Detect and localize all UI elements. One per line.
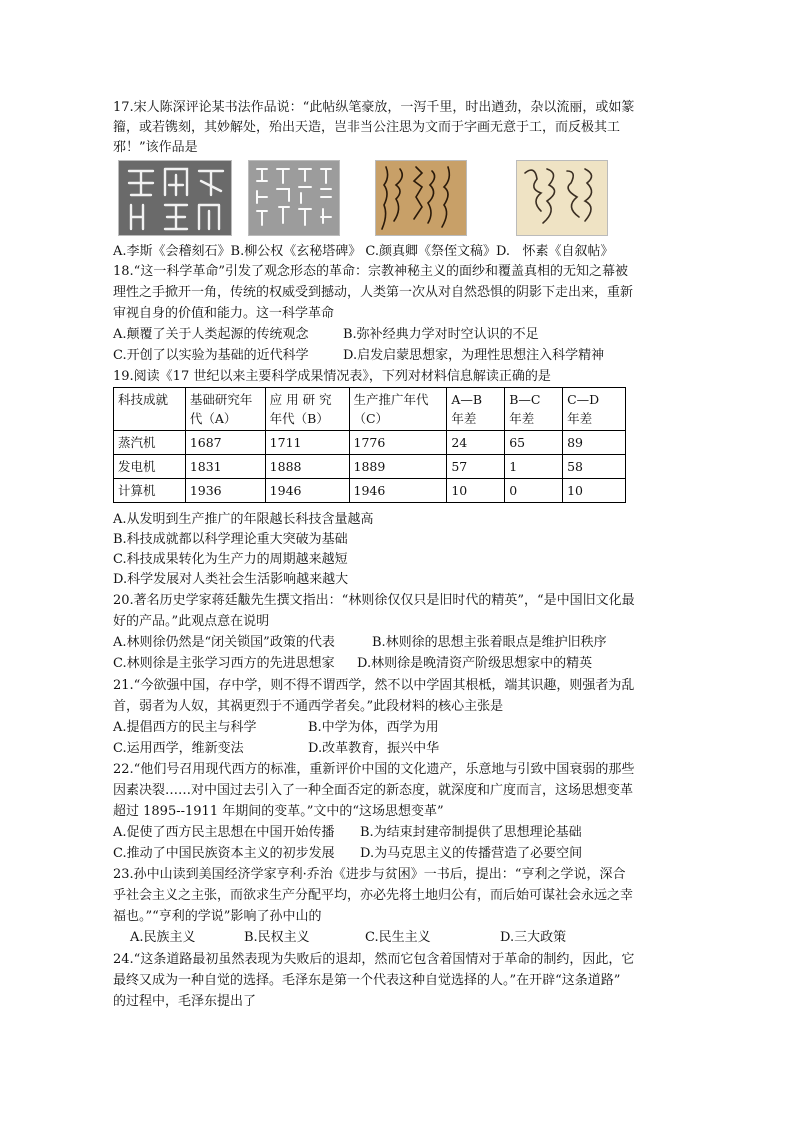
q23-option-d: D.三大政策 [500, 930, 567, 945]
q19-option-c: C.科技成果转化为生产力的周期越来越短 [113, 552, 348, 567]
q20-line1: 20.著名历史学家蒋廷黻先生撰文指出：“林则徐仅仅只是旧时代的精英”，“是中国旧文化最 [113, 593, 635, 608]
q23-line3: 福也。”“亨利的学说”影响了孙中山的 [113, 909, 322, 924]
q20-line2: 好的产品。”此观点意在说明 [113, 614, 270, 629]
q22-option-c: C.推动了中国民族资本主义的初步发展 [113, 846, 335, 861]
header-cell: 科技成就 [114, 388, 186, 431]
q18-option-b: B.弥补经典力学对时空认识的不足 [343, 327, 539, 342]
header-cell: 生产推广年代 （C） [349, 388, 447, 431]
table-cell: 1687 [185, 431, 265, 455]
table-cell: 蒸汽机 [114, 431, 186, 455]
table-cell: 58 [563, 455, 626, 479]
q18-line3: 审视自身的价值和能力。这一科学革命 [113, 306, 335, 321]
q20-option-b: B.林则徐的思想主张着眼点是维护旧秩序 [372, 635, 607, 650]
q18-line1: 18.“这一科学革命”引发了观念形态的革命：宗教神秘主义的面纱和覆盖真相的无知之幕被 [113, 264, 628, 279]
header-cell: C—D 年差 [563, 388, 626, 431]
table-cell: 10 [563, 479, 626, 503]
header-cell: A—B 年差 [447, 388, 505, 431]
table-header-row [114, 388, 626, 431]
q22-line2: 因素决裂……对中国过去引入了一种全面否定的新态度，就深度和广度而言，这场思想变革 [113, 783, 634, 798]
q21-option-c: C.运用西学，维新变法 [113, 741, 244, 756]
q18-option-c: C.开创了以实验为基础的近代科学 [113, 348, 309, 363]
q23-option-b: B.民权主义 [244, 930, 310, 945]
q21-option-b: B.中学为体，西学为用 [308, 720, 439, 735]
table-cell: 1889 [349, 455, 447, 479]
q23-line2: 乎社会主义之主张，而欲求生产分配平均，亦必先将土地归公有，而后始可谋社会永远之幸 [113, 888, 634, 903]
q23-option-c: C.民生主义 [365, 930, 431, 945]
table-cell: 1936 [185, 479, 265, 503]
q18-line2: 理性之手掀开一角，传统的权威受到撼动，人类第一次从对自然恐惧的阴影下走出来，重新 [113, 285, 634, 300]
q21-option-a: A.提倡西方的民主与科学 [113, 720, 257, 735]
table-cell: 1776 [349, 431, 447, 455]
q24-line1: 24.“这条道路最初虽然表现为失败后的退却，然而它包含着国情对于革命的制约，因此，它 [113, 952, 635, 967]
q22-line3: 超过 1895--1911 年期间的变革。”文中的“这场思想变革” [113, 804, 444, 819]
q19-option-b: B.科技成就都以科学理论重大突破为基础 [113, 532, 348, 547]
q18-option-a: A.颠覆了关于人类起源的传统观念 [113, 327, 309, 342]
calligraphy-image-li-si [118, 160, 232, 236]
q17-line1: 17.宋人陈深评论某书法作品说：“此帖纵笔豪放，一泻千里，时出遒劲，杂以流丽，或如篆 [113, 100, 635, 115]
q22-option-d: D.为马克思主义的传播营造了必要空间 [360, 846, 583, 861]
q17-line3: 邪！”该作品是 [113, 140, 198, 155]
q22-option-b: B.为结束封建帝制提供了思想理论基础 [360, 825, 582, 840]
q24-line3: 的过程中，毛泽东提出了 [113, 994, 257, 1009]
q21-line1: 21.“今欲强中国，存中学，则不得不谓西学，然不以中学固其根柢，端其识趣，则强者为乱 [113, 678, 635, 693]
q20-option-c: C.林则徐是主张学习西方的先进思想家 [113, 656, 335, 671]
q19-stem: 19.阅读《17 世纪以来主要科学成果情况表》，下列对材料信息解读正确的是 [113, 369, 551, 384]
table-cell: 0 [505, 479, 563, 503]
q21-option-d: D.改革教育，振兴中华 [308, 741, 440, 756]
q20-option-d: D.林则徐是晚清资产阶级思想家中的精英 [357, 656, 593, 671]
table-cell: 1831 [185, 455, 265, 479]
q18-option-d: D.启发启蒙思想家，为理性思想注入科学精神 [343, 348, 605, 363]
table-cell: 57 [447, 455, 505, 479]
table-row [114, 455, 626, 479]
science-achievements-table [113, 387, 626, 503]
table-cell: 计算机 [114, 479, 186, 503]
calligraphy-image-liu-gongquan [248, 160, 340, 236]
table-row [114, 431, 626, 455]
table-row [114, 479, 626, 503]
q17-options: A.李斯《会稽刻石》B.柳公权《玄秘塔碑》 C.颜真卿《祭侄文稿》D. 怀素《自叙帖》 [113, 244, 614, 259]
q19-option-a: A.从发明到生产推广的年限越长科技含量越高 [113, 512, 374, 527]
header-cell: B—C 年差 [505, 388, 563, 431]
q22-option-a: A.促使了西方民主思想在中国开始传播 [113, 825, 335, 840]
table-cell: 10 [447, 479, 505, 503]
header-cell: 应 用 研 究 年代（B） [265, 388, 349, 431]
table-cell: 89 [563, 431, 626, 455]
table-cell: 1 [505, 455, 563, 479]
table-cell: 1946 [349, 479, 447, 503]
table-cell: 65 [505, 431, 563, 455]
q23-option-a: A.民族主义 [130, 930, 196, 945]
calligraphy-image-yan-zhenqing [375, 160, 467, 236]
q21-line2: 首，弱者为人奴，其祸更烈于不通西学者矣。”此段材料的核心主张是 [113, 699, 504, 714]
q19-option-d: D.科学发展对人类社会生活影响越来越大 [113, 572, 349, 587]
table-cell: 1888 [265, 455, 349, 479]
q20-option-a: A.林则徐仍然是“闭关锁国”政策的代表 [113, 635, 335, 650]
table-cell: 1946 [265, 479, 349, 503]
calligraphy-image-huai-su [516, 160, 608, 236]
header-cell: 基础研究年 代（A） [185, 388, 265, 431]
q24-line2: 最终又成为一种自觉的选择。毛泽东是第一个代表这种自觉选择的人。”在开辟“这条道路” [113, 973, 621, 988]
table-cell: 24 [447, 431, 505, 455]
q17-line2: 籀，或若镌刻，其妙解处，殆出天造，岂非当公注思为文而于字画无意于工，而反极其工 [113, 120, 621, 135]
table-cell: 发电机 [114, 455, 186, 479]
q22-line1: 22.“他们号召用现代西方的标准，重新评价中国的文化遗产，乐意地与引致中国衰弱的那些 [113, 762, 635, 777]
table-cell: 1711 [265, 431, 349, 455]
q23-line1: 23.孙中山读到美国经济学家亨利·乔治《进步与贫困》一书后，提出：“亨利之学说，深合 [113, 867, 626, 882]
